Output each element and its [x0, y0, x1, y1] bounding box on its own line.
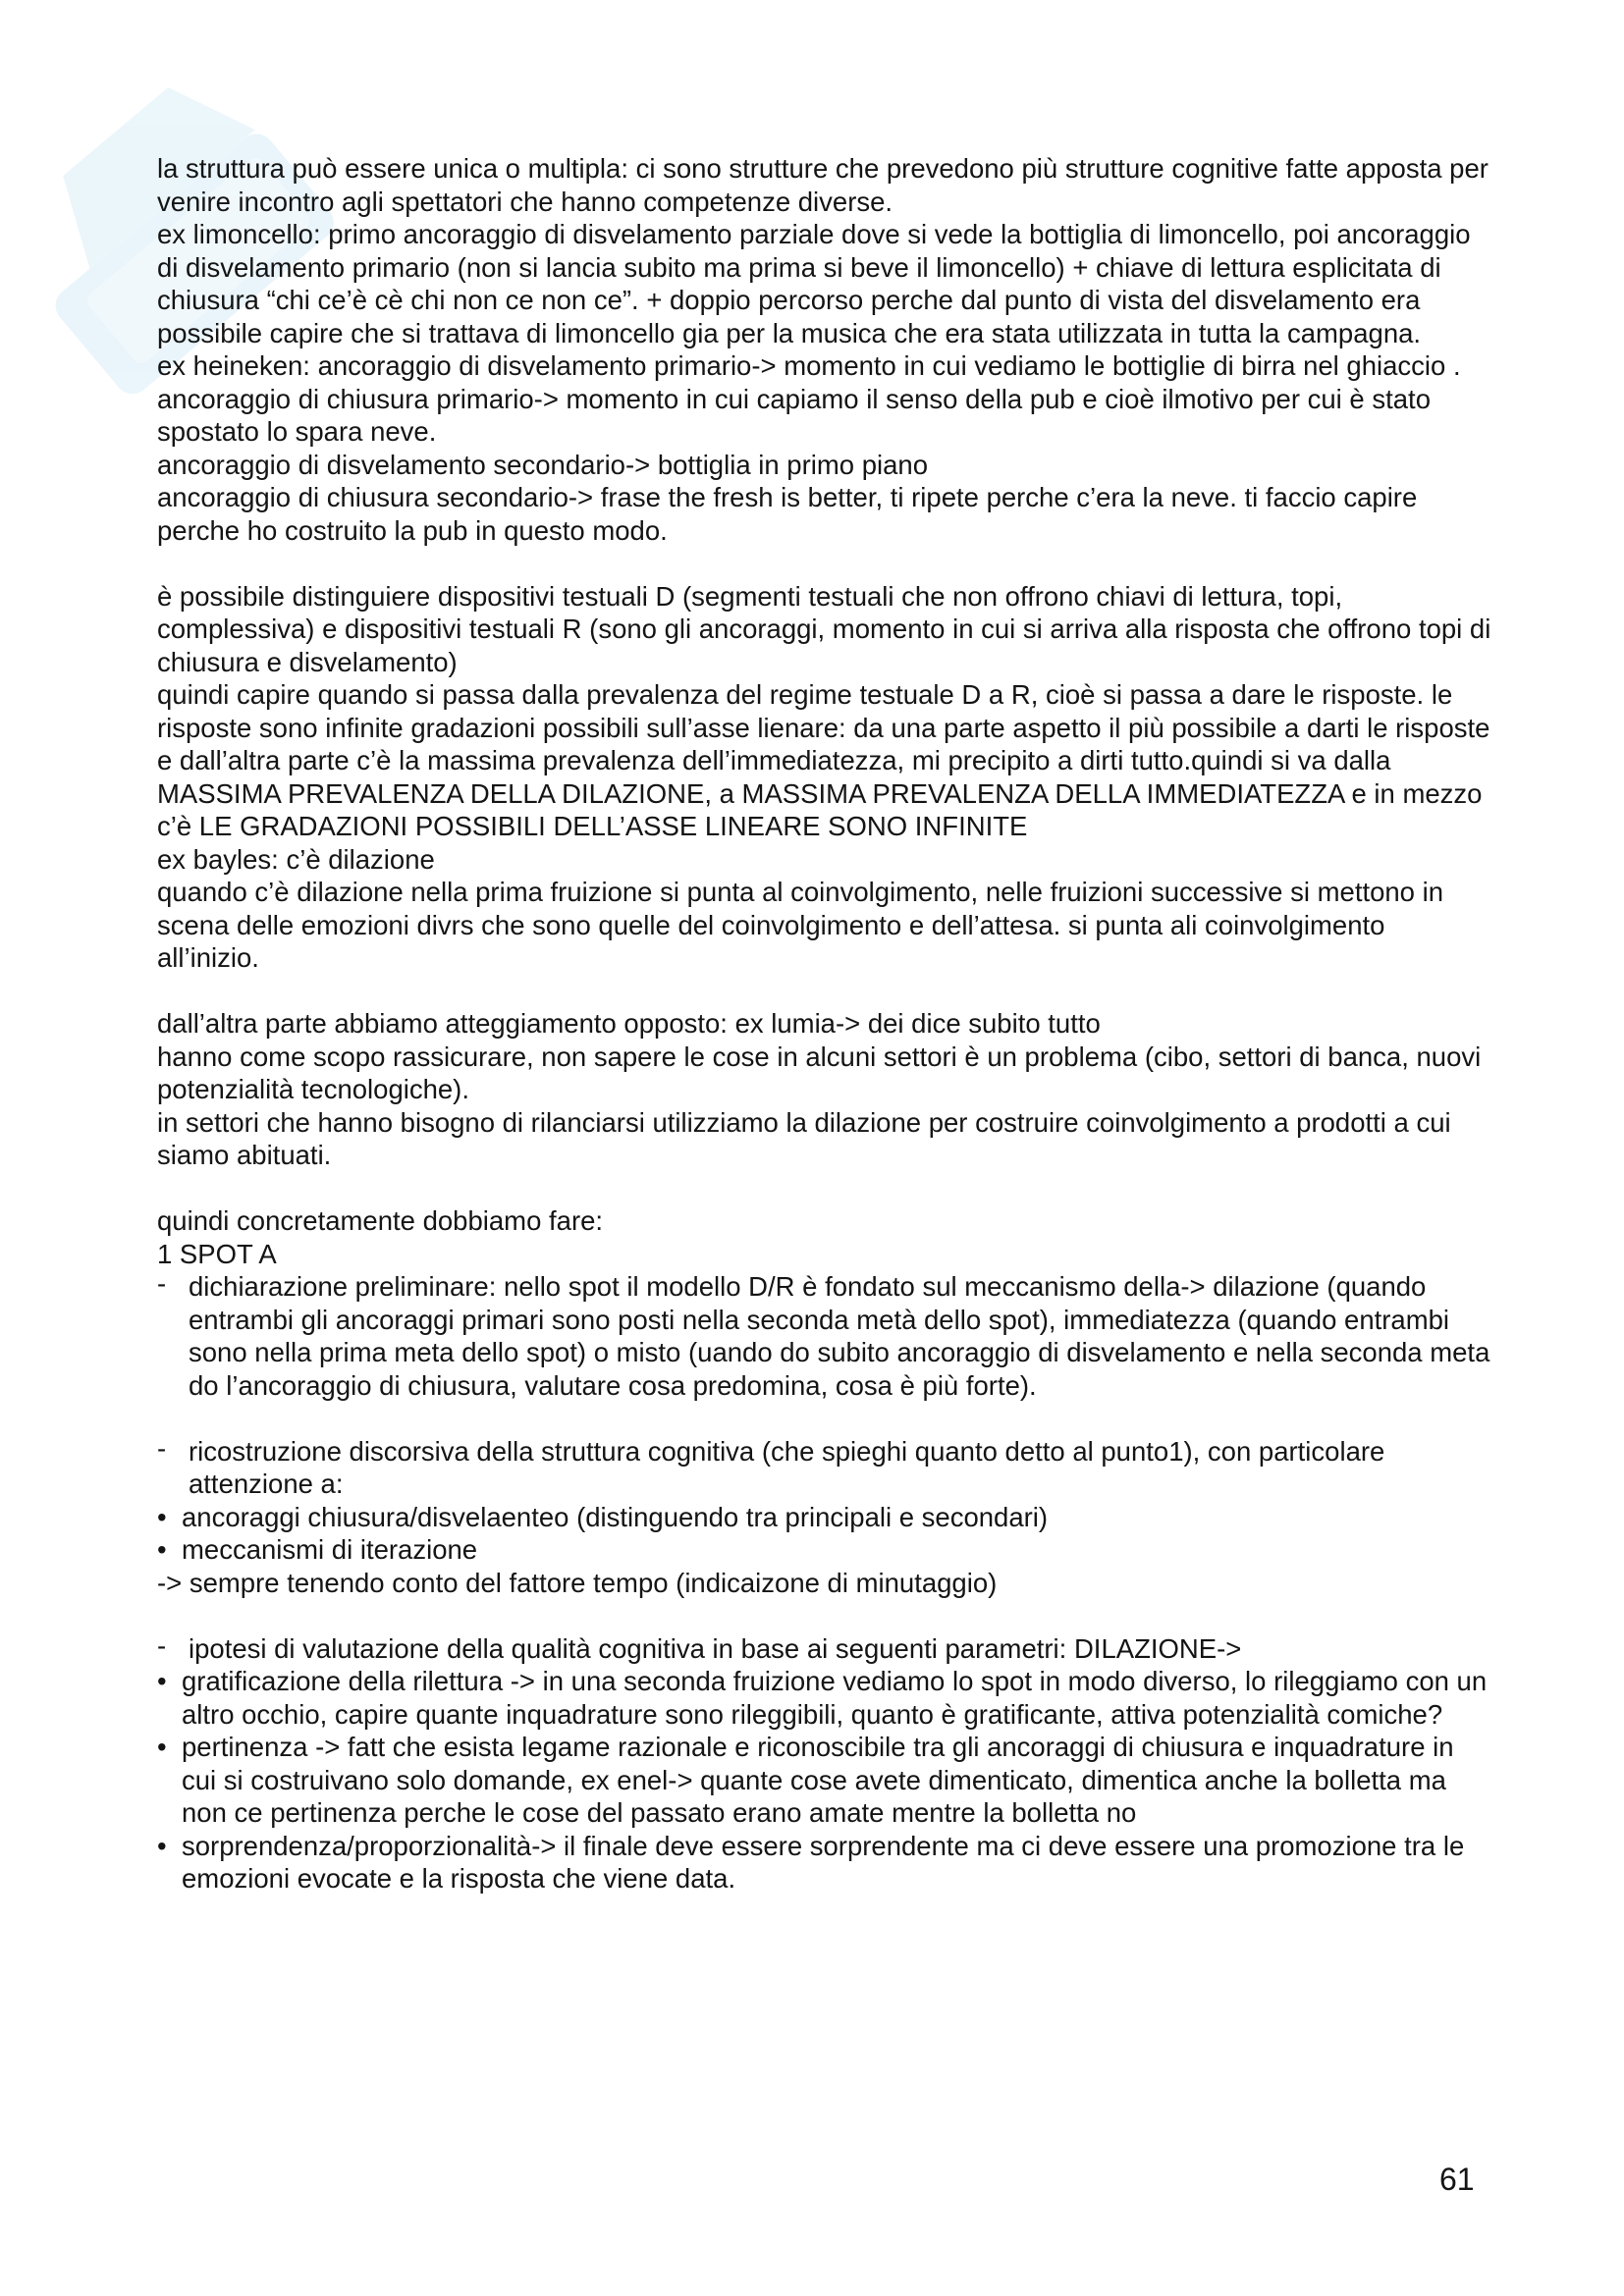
paragraph: quindi capire quando si passa dalla prevalenza del regime testuale D a R, cioè si passa a dare le risposte. le risposte sono infinite gradazioni possibili sull’asse lienare: da una parte aspetto il più possibile a darti le risposte e dall’altra parte c’è la massima prevalenza dell’immediatezza, mi precipito a dirti tutto.quindi si va dalla MASSIMA PREVALENZA DELLA DILAZIONE, a MASSIMA PREVALENZA DELLA IMMEDIATEZZA e in mezzo c’è LE GRADAZIONI POSSIBILI DELL’ASSE LINEARE SONO INFINITE	[157, 679, 1490, 841]
dash-list-item	[157, 1629, 1492, 1666]
paragraph: la struttura può essere unica o multipla: ci sono strutture che prevedono più strutture cognitive fatte apposta per venire incontro agli spettatori che hanno competenze diverse.	[157, 153, 1489, 217]
bullet-list-item	[157, 1830, 1492, 1896]
blank-line	[157, 1402, 1492, 1435]
bullet-marker: •	[157, 1534, 167, 1565]
paragraph: ex bayles: c’è dilazione	[157, 843, 435, 875]
page-number: 61	[1439, 2162, 1475, 2197]
bullet-item-text: gratificazione della rilettura -> in una seconda fruizione vediamo lo spot in modo diverso, lo rileggiamo con un altro occhio, capire quante inquadrature sono rileggibili, quanto è gratificante, attiva potenzialità comiche?	[182, 1666, 1488, 1730]
bullet-marker: •	[157, 1830, 167, 1861]
blank-line	[157, 975, 1492, 1008]
bullet-item-text: meccanismi di iterazione	[182, 1534, 478, 1565]
arrow-line: -> sempre tenendo conto del fattore tempo (indicaizone di minutaggio)	[157, 1567, 998, 1598]
paragraph: ex limoncello: primo ancoraggio di disvelamento parziale dove si vede la bottiglia di limoncello, poi ancoraggio di disvelamento primario (non si lancia subito ma prima si beve il limoncello) + chiave di lettura esplicitata di chiusura “chi ce’è cè chi non ce non ce”. + doppio percorso perche dal punto di vista del disvelamento era possibile capire che si trattava di limoncello gia per la musica che era stata utilizzata in tutta la campagna.	[157, 219, 1471, 348]
bullet-item-text: sorprendenza/proporzionalità-> il finale deve essere sorprendente ma ci deve essere una promozione tra le emozioni evocate e la risposta che viene data.	[182, 1830, 1465, 1894]
page-content	[157, 152, 1492, 1896]
dash-item-text: dichiarazione preliminare: nello spot il modello D/R è fondato sul meccanismo della-> dilazione (quando entrambi gli ancoraggi primari sono posti nella seconda metà dello spot), immediatezza (quando entrambi sono nella prima meta dello spot) o misto (uando do subito ancoraggio di disvelamento e nella seconda meta do l’ancoraggio di chiusura, valutare cosa predomina, cosa è più forte).	[189, 1271, 1490, 1401]
dash-item-text: ipotesi di valutazione della qualità cognitiva in base ai seguenti parametri: DILAZIONE->	[189, 1632, 1242, 1664]
bullet-item-text: pertinenza -> fatt che esista legame razionale e riconoscibile tra gli ancoraggi di chiusura e inquadrature in cui si costruivano solo domande, ex enel-> quante cose avete dimenticato, dimentica anche la bolletta ma non ce pertinenza perche le cose del passato erano amate mentre la bolletta no	[182, 1732, 1454, 1828]
dash-list-item	[157, 1432, 1492, 1501]
paragraph: dall’altra parte abbiamo atteggiamento opposto: ex lumia-> dei dice subito tutto	[157, 1008, 1101, 1039]
paragraph: quando c’è dilazione nella prima fruizione si punta al coinvolgimento, nelle fruizioni successive si mettono in scena delle emozioni divrs che sono quelle del coinvolgimento e dell’attesa. si punta ali coinvolgimento all’inizio.	[157, 877, 1444, 973]
blank-line	[157, 547, 1492, 580]
bullet-list-item	[157, 1665, 1492, 1731]
spot-heading: 1 SPOT A	[157, 1238, 277, 1269]
intro-line: quindi concretamente dobbiamo fare:	[157, 1205, 604, 1236]
paragraph: ancoraggio di chiusura secondario-> frase the fresh is better, ti ripete perche c’era la neve. ti faccio capire perche ho costruito la pub in questo modo.	[157, 482, 1418, 546]
bullet-marker: •	[157, 1666, 167, 1696]
dash-marker: -	[157, 1432, 167, 1464]
bullet-marker: •	[157, 1732, 167, 1762]
dash-marker: -	[157, 1629, 167, 1661]
paragraph: ex heineken: ancoraggio di disvelamento primario-> momento in cui vediamo le bottiglie di birra nel ghiaccio .	[157, 350, 1461, 381]
dash-marker: -	[157, 1268, 167, 1299]
dash-list-item	[157, 1270, 1492, 1402]
paragraph: ancoraggio di disvelamento secondario-> bottiglia in primo piano	[157, 449, 928, 480]
blank-line	[157, 1172, 1492, 1205]
paragraph: in settori che hanno bisogno di rilanciarsi utilizziamo la dilazione per costruire coinvolgimento a prodotti a cui siamo abituati.	[157, 1106, 1451, 1170]
bullet-item-text: ancoraggi chiusura/disvelaenteo (distinguendo tra principali e secondari)	[182, 1501, 1049, 1532]
bullet-list-item	[157, 1501, 1492, 1534]
paragraph: hanno come scopo rassicurare, non sapere le cose in alcuni settori è un problema (cibo, settori di banca, nuovi potenzialità tecnologiche).	[157, 1041, 1482, 1104]
paragraph: è possibile distinguiere dispositivi testuali D (segmenti testuali che non offrono chiavi di lettura, topi, complessiva) e dispositivi testuali R (sono gli ancoraggi, momento in cui si arriva alla risposta che offrono topi di chiusura e disvelamento)	[157, 580, 1491, 677]
paragraph: ancoraggio di chiusura primario-> momento in cui capiamo il senso della pub e cioè ilmotivo per cui è stato spostato lo spara neve.	[157, 383, 1431, 447]
dash-item-text: ricostruzione discorsiva della struttura cognitiva (che spieghi quanto detto al punto1), con particolare attenzione a:	[189, 1435, 1385, 1499]
bullet-marker: •	[157, 1501, 167, 1532]
bullet-list-item	[157, 1731, 1492, 1830]
blank-line	[157, 1599, 1492, 1632]
bullet-list-item	[157, 1533, 1492, 1567]
